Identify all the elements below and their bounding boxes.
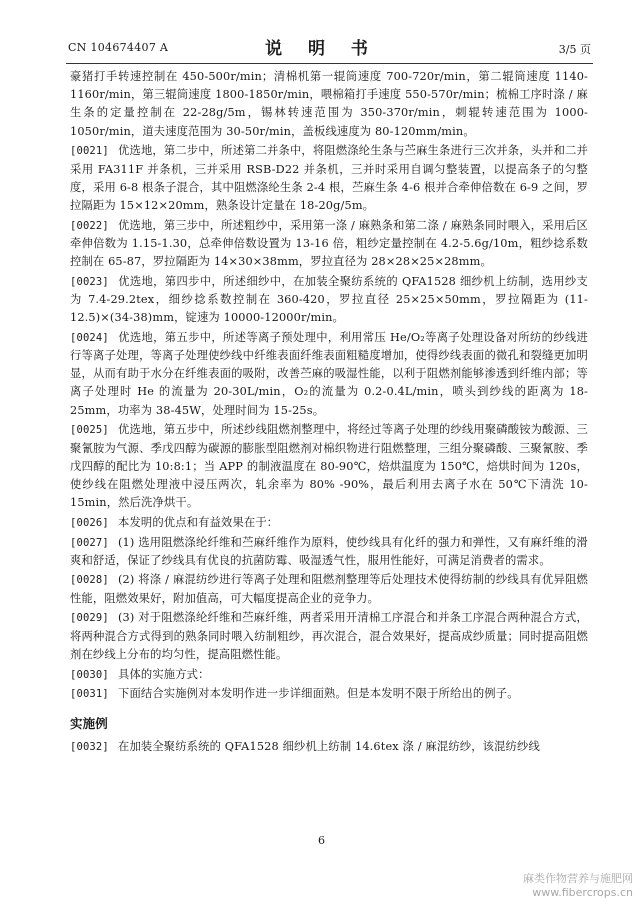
paragraph-text: 优选地，第三步中，所述粗纱中，采用第一涤 / 麻熟条和第二涤 / 麻熟条同时喂入，采用后区牵伸倍数为 1.15-1.30，总牵伸倍数设置为 13-16 倍，粗纱定量控制在 4.2-5.6g/10m，粗纱捻系数控制在 65-87，罗拉隔距为 14×30×38mm，罗拉直径为 28×28×25×28mm。 (70, 218, 588, 269)
paragraph-number: [0028] (70, 574, 109, 587)
header-divider (66, 63, 593, 64)
section-heading: 实施例 (70, 716, 108, 732)
paragraph-number: [0023] (70, 275, 109, 288)
paragraph-number: [0032] (70, 740, 109, 753)
paragraph-0032 (70, 738, 588, 756)
paragraph-text: 优选地，第二步中，所述第二并条中，将阻燃涤纶生条与苎麻生条进行三次并条，头并和二并采用 FA311F 并条机，三并采用 RSB-D22 并条机，三并时采用自调匀整装置，以提高条子的匀整度，采用 6-8 根条子混合，其中阻燃涤纶生条 2-4 根，苎麻生条 4-6 根并合牵伸倍数在 6-9 之间，罗拉隔距为 15×12×20mm，熟条设计定量在 18-20g/5m。 (70, 144, 588, 212)
paragraph-text: 优选地，第五步中，所述纱线阻燃剂整理中，将经过等离子处理的纱线用聚磷酸铵为酸源、三聚氰胺为气源、季戊四醇为碳源的膨胀型阻燃剂对棉织物进行阻燃整理，三组分聚磷酸、三聚氰胺、季戊四醇的配比为 10:8:1；当 APP 的制液温度在 80-90℃，焙烘温度为 150℃，焙烘时间为 120s，使纱线在阻燃处理液中浸压两次，轧余率为 80% -90%，最后利用去离子水在 50℃下清洗 10-15min，然后洗净烘干。 (70, 423, 588, 510)
paragraph-text: 下面结合实施例对本发明作进一步详细面熟。但是本发明不限于所给出的例子。 (118, 687, 519, 701)
paragraph-number: [0031] (70, 688, 109, 701)
paragraph-0021 (70, 142, 588, 215)
paragraph-0027 (70, 534, 588, 570)
paragraph-text: (2) 将涤 / 麻混纺纱进行等离子处理和阻燃剂整理等后处理技术使得纺制的纱线具有优异阻燃性能，阻燃效果好，附加值高，可大幅度提高企业的竞争力。 (70, 573, 588, 605)
paragraph-number: [0027] (70, 536, 109, 549)
paragraph-number: [0030] (70, 668, 109, 681)
document-body (70, 68, 588, 757)
document-title: 说 明 书 (265, 39, 378, 59)
page-indicator: 3/5 页 (558, 43, 591, 56)
paragraph-0022 (70, 217, 588, 272)
paragraph-continued: 豪猪打手转速控制在 450-500r/min；清棉机第一辊筒速度 700-720r/min，第二辊筒速度 1140-1160r/min，第三辊筒速度 1800-1850r/min，喂棉箱打手速度 550-570r/min；梳棉工序时涤 / 麻生条的定量控制在 22-28g/5m，锡林转速范围为 350-370r/min，刺辊转速范围为 1000-1050r/min，道夫速度范围为 30-50r/min，盖板线速度为 80-120mm/min。 (70, 70, 588, 138)
paragraph-0028 (70, 571, 588, 607)
paragraph-text: 具体的实施方式： (118, 667, 210, 681)
paragraph-0029 (70, 609, 588, 664)
paragraph-0025 (70, 421, 588, 512)
paragraph-number: [0021] (70, 145, 109, 158)
watermark-url: www.fibercrops.cn (532, 886, 633, 899)
paragraph-0024 (70, 329, 588, 420)
patent-number: CN 104674407 A (68, 41, 169, 54)
paragraph-text: 优选地，第四步中，所述细纱中，在加装全聚纺系统的 QFA1528 细纱机上纺制，选用纱支为 7.4-29.2tex，细纱捻系数控制在 360-420，罗拉直径 25×25×50mm，罗拉隔距为 (11-12.5)×(34-38)mm，锭速为 10000-12000r/min。 (70, 274, 588, 325)
paragraph-text: 优选地，第五步中，所述等离子预处理中，利用常压 He/O₂等离子处理设备对所纺的纱线进行等离子处理，等离子处理使纱线中纤维表面纤维表面粗糙度增加，使得纱线表面的微孔和裂缝更加明显，从而有助于水分在纤维表面的吸附，改善苎麻的吸湿性能，以利于阻燃剂能够渗透到纤维内部；等离子处理时 He 的流量为 20-30L/min，O₂的流量为 0.2-0.4L/min，喷头到纱线的距离为 18-25mm，功率为 38-45W，处理时间为 15-25s。 (70, 330, 588, 417)
paragraph-number: [0029] (70, 612, 109, 625)
paragraph-text: (3) 对于阻燃涤纶纤维和苎麻纤维，两者采用开清棉工序混合和并条工序混合两种混合方式，将两种混合方式得到的熟条同时喂入纺制粗纱，再次混合，混合效果好，提高成纱质量；同时提高阻燃剂在纱线上分布的均匀性，提高阻燃性能。 (70, 611, 588, 661)
watermark-site-name: 麻类作物营养与施肥网 (523, 872, 633, 885)
paragraph-text: (1) 选用阻燃涤纶纤维和苎麻纤维作为原料，使纱线具有化纤的强力和弹性，又有麻纤维的滑爽和舒适，保证了纱线具有优良的抗菌防霉、吸湿透气性，服用性能好，可满足消费者的需求。 (70, 535, 588, 567)
paragraph-0030 (70, 666, 588, 684)
page-number: 6 (318, 834, 325, 847)
paragraph-number: [0024] (70, 331, 109, 344)
watermark (523, 872, 633, 900)
paragraph-0023 (70, 273, 588, 328)
paragraph-0031 (70, 685, 588, 703)
paragraph-0026 (70, 514, 588, 532)
paragraph-number: [0026] (70, 516, 109, 529)
page-header (0, 34, 643, 59)
paragraph-number: [0022] (70, 219, 109, 232)
paragraph-number: [0025] (70, 424, 109, 437)
paragraph-text: 本发明的优点和有益效果在于： (118, 515, 279, 529)
paragraph-text: 在加装全聚纺系统的 QFA1528 细纱机上纺制 14.6tex 涤 / 麻混纺纱，该混纺纱线 (118, 739, 540, 753)
